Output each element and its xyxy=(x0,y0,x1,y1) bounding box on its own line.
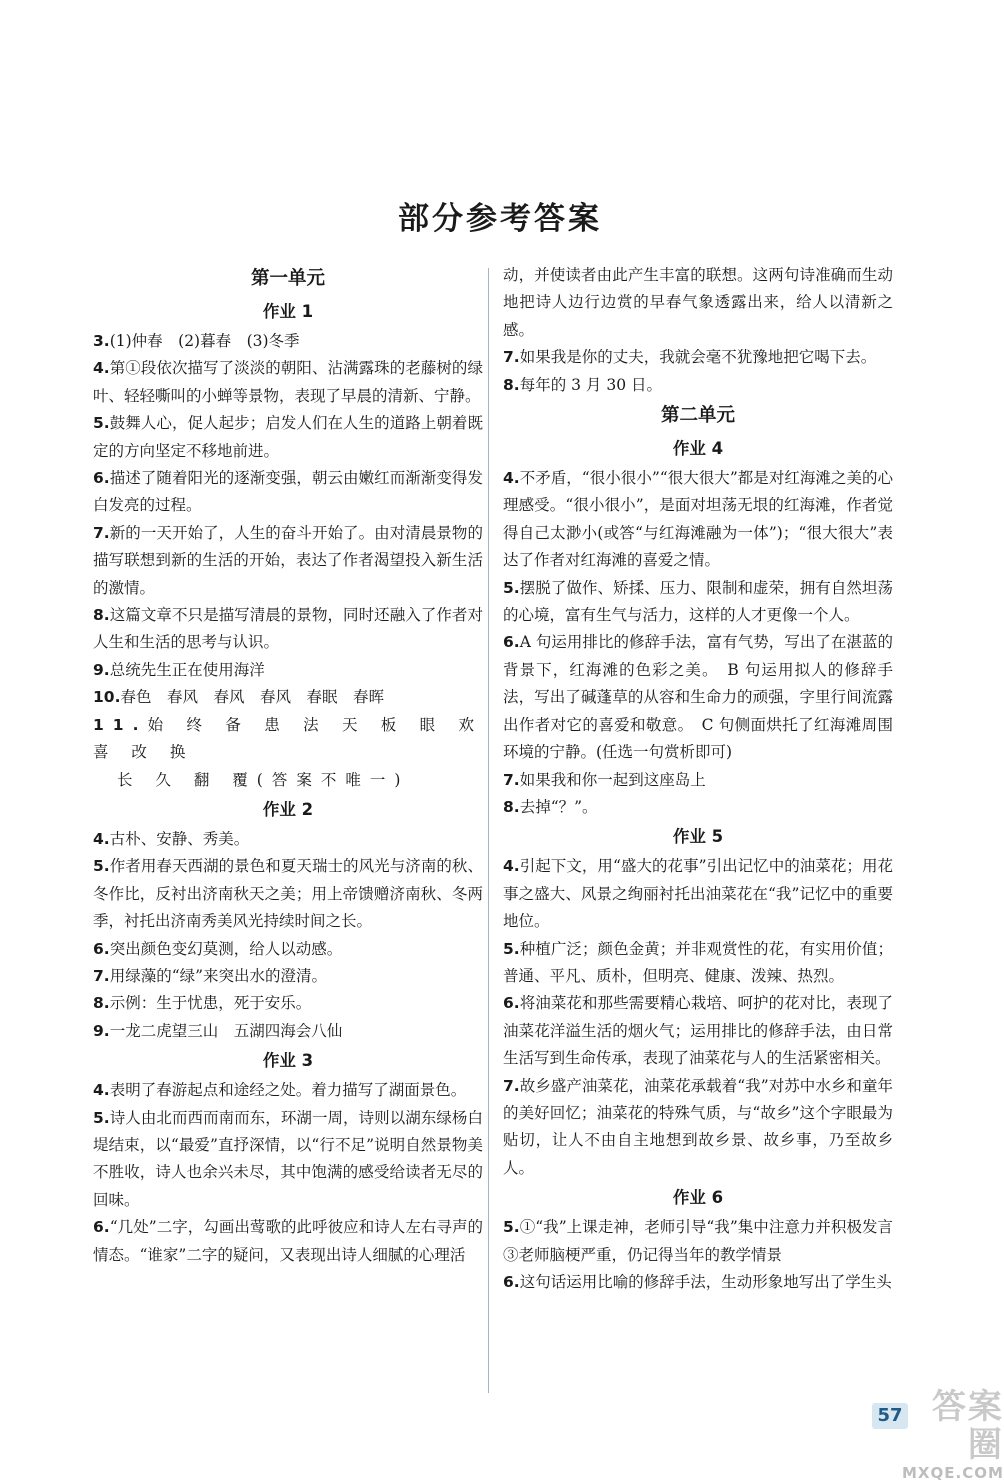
answer-item: 7.故乡盛产油菜花，油菜花承载着“我”对苏中水乡和童年的美好回忆；油菜花的特殊气质，与“故乡”这个字眼最为贴切，让人不由自主地想到故乡景、故乡事，乃至故乡人。 xyxy=(503,1076,893,1177)
column-divider xyxy=(488,268,489,1393)
answer-item: 6.“几处”二字，勾画出莺歌的此呼彼应和诗人左右寻声的情态。“谁家”二字的疑问，又表现出诗人细腻的心理活 xyxy=(93,1218,483,1264)
answer-item: 8.去掉“？”。 xyxy=(503,797,598,816)
homework-5-title: 作业 5 xyxy=(672,827,724,847)
answer-item: 4.引起下文，用“盛大的花事”引出记忆中的油菜花；用花事之盛大、风景之绚丽衬托出油菜花在“我”记忆中的重要地位。 xyxy=(503,857,893,931)
answer-item: 6.突出颜色变幻莫测，给人以动感。 xyxy=(93,939,343,958)
answer-item: 9.一龙二虎望三山 五湖四海会八仙 xyxy=(93,1021,343,1040)
answer-item: 7.如果我是你的丈夫，我就会毫不犹豫地把它喝下去。 xyxy=(503,348,877,367)
answer-item: 5.①“我”上课走神，老师引导“我”集中注意力并积极发言 ③老师脑梗严重，仍记得当年的教学情景 xyxy=(503,1218,909,1264)
answer-item: 7.用绿藻的“绿”来突出水的澄清。 xyxy=(93,966,328,985)
homework-4-list xyxy=(503,465,893,821)
answer-item: 7.如果我和你一起到这座岛上 xyxy=(503,770,706,789)
answer-item: 4.古朴、安静、秀美。 xyxy=(93,829,250,848)
answer-item: 8.每年的 3 月 30 日。 xyxy=(503,375,662,394)
page-title: 部分参考答案 xyxy=(398,201,602,237)
answer-item: 6.A 句运用排比的修辞手法，富有气势，写出了在湛蓝的背景下，红海滩的色彩之美。 B 句运用拟人的修辞手法，写出了碱蓬草的从容和生命力的顽强，字里行间流露出作者对它的喜爱和敬意。 C 句侧面烘托了红海滩周围环境的宁静。(任选一句赏析即可) xyxy=(503,633,893,762)
right-column xyxy=(503,262,909,1296)
answer-item: 4.不矛盾，“很小很小”“很大很大”都是对红海滩之美的心理感受。“很小很小”，是面对坦荡无垠的红海滩，作者觉得自己太渺小(或答“与红海滩融为一体”)；“很大很大”表达了作者对红海滩的喜爱之情。 xyxy=(503,469,893,570)
answer-item: 11.始 终 备 患 法 天 板 眼 欢 喜 改 换 xyxy=(93,715,483,762)
answer-item: 6.描述了随着阳光的逐渐变强，朝云由嫩红而渐渐变得发白发亮的过程。 xyxy=(93,469,483,515)
answer-item: 4.第①段依次描写了淡淡的朝阳、沾满露珠的老藤树的绿叶、轻轻嘶叫的小蝉等景物，表现了早晨的清新、宁静。 xyxy=(93,359,483,405)
answer-item: 5.诗人由北而西而南而东，环湖一周，诗则以湖东绿杨白堤结束，以“最爱”直抒深情，以“行不足”说明自然景物美不胜收，诗人也余兴未尽，其中饱满的感受给读者无尽的回味。 xyxy=(93,1108,483,1209)
homework-3-title: 作业 3 xyxy=(262,1051,314,1071)
answer-item: 长 久 翻 覆(答案不唯一) xyxy=(117,770,410,789)
watermark-url: MXQE.COM xyxy=(902,1464,1004,1482)
homework-6-list xyxy=(503,1214,909,1296)
homework-5-list xyxy=(503,853,893,1182)
continued-text: 动，并使读者由此产生丰富的联想。这两句诗准确而生动地把诗人边行边赏的早春气象透露出来，给人以清新之感。 xyxy=(503,266,893,339)
answer-item: 6.这句话运用比喻的修辞手法，生动形象地写出了学生头 xyxy=(503,1273,892,1291)
homework-1-list xyxy=(93,328,483,794)
answer-item: 5.摆脱了做作、矫揉、压力、限制和虚荣，拥有自然坦荡的心境，富有生气与活力，这样的人才更像一个人。 xyxy=(503,578,893,625)
homework-2-title: 作业 2 xyxy=(262,799,314,819)
homework-2-list xyxy=(93,826,483,1045)
unit-heading-1: 第一单元 xyxy=(250,268,325,289)
left-column xyxy=(93,262,483,1269)
watermark-text: 答案圈 xyxy=(931,1387,1004,1465)
answer-item: 7.新的一天开始了，人生的奋斗开始了。由对清晨景物的描写联想到新的生活的开始，表达了作者渴望投入新生活的激情。 xyxy=(93,523,483,597)
homework-6-title: 作业 6 xyxy=(672,1188,724,1208)
homework-3-list xyxy=(93,1077,483,1269)
homework-4-title: 作业 4 xyxy=(672,439,724,459)
answer-item: 3.(1)仲春 (2)暮春 (3)冬季 xyxy=(93,332,300,350)
answer-item: 6.将油菜花和那些需要精心栽培、呵护的花对比，表现了油菜花洋溢生活的烟火气；运用排比的修辞手法，由日常生活写到生命传承，表现了油菜花与人的生活紧密相关。 xyxy=(503,994,893,1068)
answer-item: 8.这篇文章不只是描写清晨的景物，同时还融入了作者对人生和生活的思考与认识。 xyxy=(93,606,483,652)
answer-item: 10.春色 春风 春风 春风 春眠 春晖 xyxy=(93,688,384,707)
answer-item: 5.作者用春天西湖的景色和夏天瑞士的风光与济南的秋、冬作比，反衬出济南秋天之美；用上帝馈赠济南秋、冬两季，衬托出济南秀美风光持续时间之长。 xyxy=(93,857,483,931)
answer-item: 9.总统先生正在使用海洋 xyxy=(93,660,265,679)
unit-heading-2: 第二单元 xyxy=(660,405,735,427)
answer-item: 5.种植广泛；颜色金黄；并非观赏性的花，有实用价值；普通、平凡、质朴，但明亮、健康、泼辣、热烈。 xyxy=(503,939,893,985)
answer-item: 8.示例：生于忧患，死于安乐。 xyxy=(93,994,312,1013)
answer-item: 4.表明了春游起点和途经之处。着力描写了湖面景色。 xyxy=(93,1081,467,1100)
homework-1-title: 作业 1 xyxy=(262,302,314,321)
watermark-logo xyxy=(902,1388,1004,1482)
page-number: 57 xyxy=(872,1403,908,1429)
answer-item: 5.鼓舞人心，促人起步；启发人们在人生的道路上朝着既定的方向坚定不移地前进。 xyxy=(93,414,483,460)
